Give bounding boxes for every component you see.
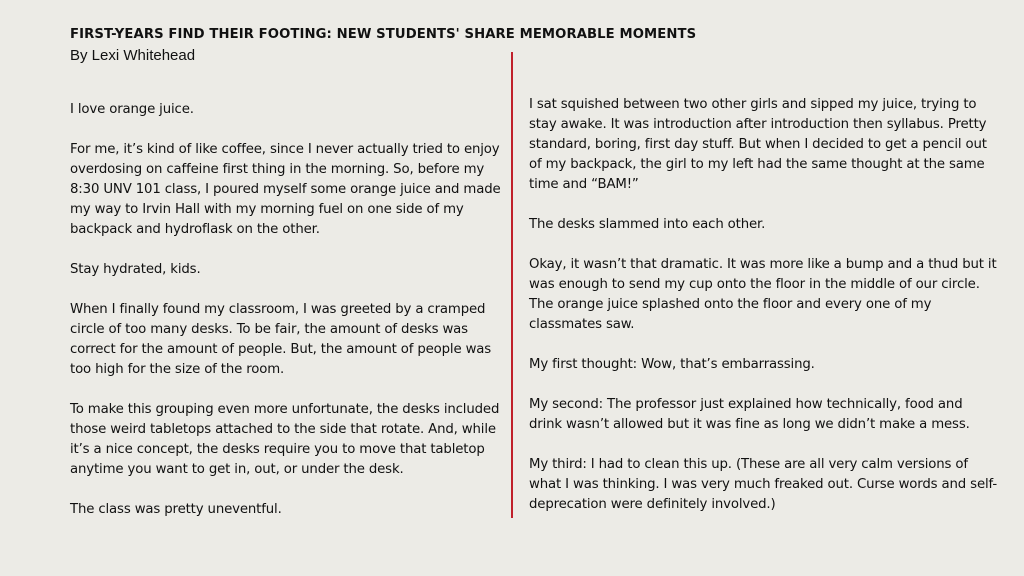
paragraph: The class was pretty uneventful.: [70, 502, 282, 517]
paragraph: I love orange juice.: [70, 102, 194, 117]
paragraph: Okay, it wasn’t that dramatic. It was more like a bump and a thud but it was enough to send my cup onto the floor in the middle of our circle. The orange juice splashed onto the floor and every one of my classmates saw.: [529, 257, 997, 332]
paragraph: Stay hydrated, kids.: [70, 262, 201, 277]
column-divider: [511, 52, 513, 518]
left-column: [70, 100, 510, 540]
paragraph: My second: The professor just explained how technically, food and drink wasn’t allowed but it was fine as long we didn’t make a mess.: [529, 397, 970, 432]
paragraph: I sat squished between two other girls and sipped my juice, trying to stay awake. It was introduction after introduction then syllabus. Pretty standard, boring, first day stuff. But when I decided to get a pencil out of my backpack, the girl to my left had the same thought at the same time and “BAM!”: [529, 97, 987, 192]
paragraph: My third: I had to clean this up. (These are all very calm versions of what I was thinking. I was very much freaked out. Curse words and self-deprecation were definitely involved.): [529, 457, 997, 512]
paragraph: My first thought: Wow, that’s embarrassing.: [529, 357, 815, 372]
paragraph: To make this grouping even more unfortunate, the desks included those weird tabletops attached to the side that rotate. And, while it’s a nice concept, the desks require you to move that tabletop anytime you want to get in, out, or under the desk.: [70, 402, 500, 477]
right-column: [529, 95, 999, 535]
paragraph: When I finally found my classroom, I was greeted by a cramped circle of too many desks. To be fair, the amount of desks was correct for the amount of people. But, the amount of people was too high for the size of the room.: [70, 302, 492, 377]
article-title: FIRST-YEARS FIND THEIR FOOTING: NEW STUDENTS' SHARE MEMORABLE MOMENTS: [70, 27, 697, 42]
paragraph: For me, it’s kind of like coffee, since I never actually tried to enjoy overdosing on caffeine first thing in the morning. So, before my 8:30 UNV 101 class, I poured myself some orange juice and made my way to Irvin Hall with my morning fuel on one side of my backpack and hydroflask on the other.: [70, 142, 501, 237]
paragraph: The desks slammed into each other.: [529, 217, 766, 232]
article-byline: By Lexi Whitehead: [70, 47, 196, 64]
